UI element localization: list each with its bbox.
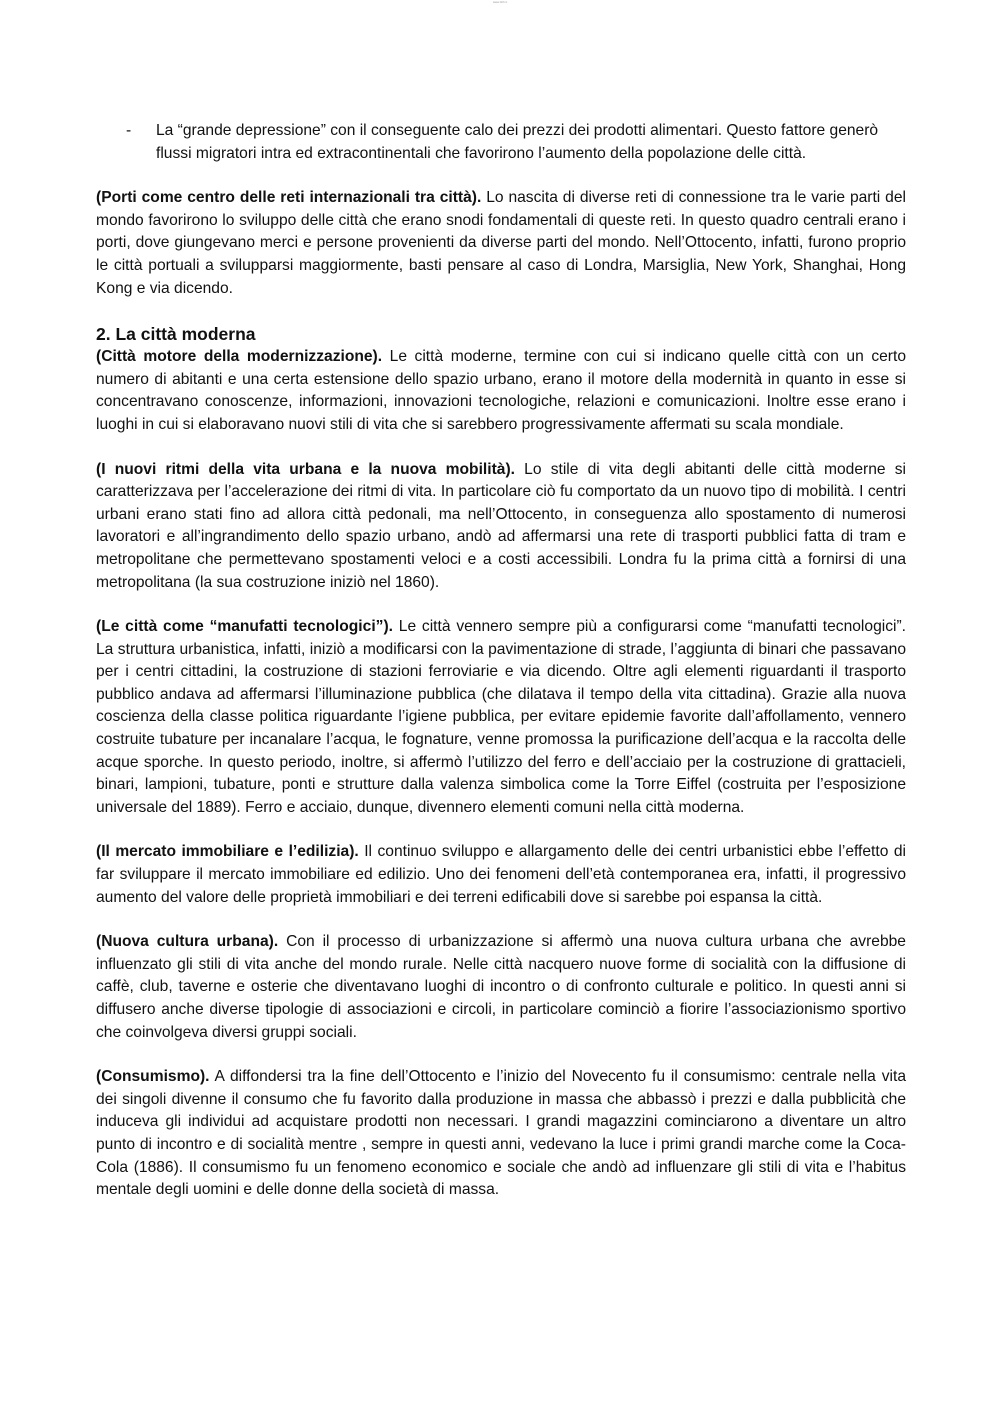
paragraph-text: A diffondersi tra la fine dell’Ottocento e l’inizio del Novecento fu il consumismo: centrale nella vita dei singoli divenne il consumo che fu favorito dalla produzione in massa che abbassò i prezzi e dalla pubblicità che induceva gli individui ad acquistare prodotti non necessari. I grandi magazzini cominciarono a diventare un altro punto di incontro e di socialità mentre , sempre in questi anni, vedevano la luce i primi grandi marche come la Coca-Cola (1886). Il consumismo fu un fenomeno economico e sociale che andò ad influenzare gli stili di vita e l’habitus mentale degli uomini e delle donne della società di massa.: [96, 1068, 906, 1199]
paragraph-title: (Porti come centro delle reti internazionali tra città).: [96, 189, 482, 207]
paragraph-title: (Il mercato immobiliare e l’edilizia).: [96, 843, 359, 861]
paragraph-consumerism: [96, 1066, 906, 1202]
paragraph-text: Le città moderne, termine con cui si indicano quelle città con un certo numero di abitanti e una certa estensione dello spazio urbano, erano il motore della modernità in quanto in esse si concentravano conoscenze, informazioni, innovazioni tecnologiche, relazioni e comunicazioni. Inoltre esse erano i luoghi in cui si elaboravano nuovi stili di vita che si sarebbero progressivamente affermati su scala mondiale.: [96, 348, 906, 433]
paragraph-text: Il continuo sviluppo e allargamento delle dei centri urbanistici ebbe l’effetto di far sviluppare il mercato immobiliare ed edilizio. Uno dei fenomeni dell’età contemporanea era, infatti, il progressivo aumento del valore delle proprietà immobiliari e dei terreni edificabili dove si sarebbe poi espansa la città.: [96, 843, 906, 906]
paragraph-modernization: [96, 346, 906, 436]
paragraph-title: (Città motore della modernizzazione).: [96, 348, 383, 366]
paragraph-title: (Nuova cultura urbana).: [96, 933, 279, 951]
paragraph-mobility: [96, 459, 906, 595]
list-item-text: La “grande depressione” con il conseguente calo dei prezzi dei prodotti alimentari. Questo fattore generò flussi migratori intra ed extracontinentali che favorirono l’aumento della popolazione delle città.: [156, 122, 879, 162]
paragraph-technological-artifacts: [96, 616, 906, 819]
section-heading: 2. La città moderna: [96, 324, 256, 345]
paragraph-title: (I nuovi ritmi della vita urbana e la nuova mobilità).: [96, 460, 515, 478]
paragraph-title: (Consumismo).: [96, 1068, 210, 1086]
paragraph-text: Le città vennero sempre più a configurarsi come “manufatti tecnologici”. La struttura urbanistica, infatti, iniziò a modificarsi con la pavimentazione di strade, l’aggiunta di binari che passavano per i centri cittadini, la costruzione di stazioni ferroviarie e via dicendo. Oltre agli elementi riguardanti il trasporto pubblico andava ad affermarsi l’illuminazione pubblica (che dilatava il tempo della vita cittadina). Grazie alla nuova coscienza della classe politica riguardante l’igiene pubblica, per evitare epidemie favorite dall’affollamento, vennero costruite tubature per incanalare l’acqua, le fognature, venne promossa la purificazione dell’acqua e la raccolta delle acque sporche. In questo periodo, inoltre, si affermò l’utilizzo del ferro e dell’acciaio per la costruzione di grattacieli, binari, lampioni, tubature, ponti e strutture dalla valenza simbolica come la Torre Eiffel (costruita per l’esposizione universale del 1889). Ferro e acciaio, dunque, divennero elementi comuni nella città moderna.: [96, 618, 906, 816]
paragraph-real-estate: [96, 841, 906, 909]
list-item: [96, 120, 906, 165]
paragraph-text: Lo stile di vita degli abitanti delle città moderne si caratterizzava per l’accelerazione dei ritmi di vita. In particolare ciò fu comportato da un nuovo tipo di mobilità. I centri urbani erano stati fino ad allora città pedonali, ma nell’Ottocento, in conseguenza allo spostamento di numerosi lavoratori e all’ingrandimento dello spazio urbano, andò ad affermarsi una rete di trasporti pubblici fatta di tram e metropolitane che permettevano spostamenti veloci e a costi accessibili. Londra fu la prima città a fornirsi di una metropolitana (la sua costruzione iniziò nel 1860).: [96, 460, 906, 591]
page-header-mark: www.0ch.it: [492, 0, 508, 4]
paragraph-urban-culture: [96, 931, 906, 1044]
paragraph-title: (Le città come “manufatti tecnologici”).: [96, 618, 393, 636]
paragraph-text: Con il processo di urbanizzazione si affermò una nuova cultura urbana che avrebbe influenzato gli stili di vita anche del mondo rurale. Nelle città nacquero nuove forme di socialità con la diffusione di caffè, club, taverne e osterie che diventavano luoghi di incontro o di confronto culturale e politico. In questi anni si diffusero anche diverse tipologie di associazioni e circoli, in particolare cominciò a fiorire l’associazionismo sportivo che coinvolgeva diversi gruppi sociali.: [96, 933, 906, 1041]
list-dash: -: [126, 122, 132, 139]
document-body: [96, 120, 906, 1202]
paragraph-text: Lo nascita di diverse reti di connessione tra le varie parti del mondo favorirono lo sviluppo delle città che erano snodi fondamentali di queste reti. In questo quadro centrali erano i porti, dove giungevano merci e persone provenienti da diverse parti del mondo. Nell’Ottocento, infatti, furono proprio le città portuali a svilupparsi maggiormente, basti pensare al caso di Londra, Marsiglia, New York, Shanghai, Hong Kong e via dicendo.: [96, 189, 906, 297]
paragraph-ports: [96, 187, 906, 300]
